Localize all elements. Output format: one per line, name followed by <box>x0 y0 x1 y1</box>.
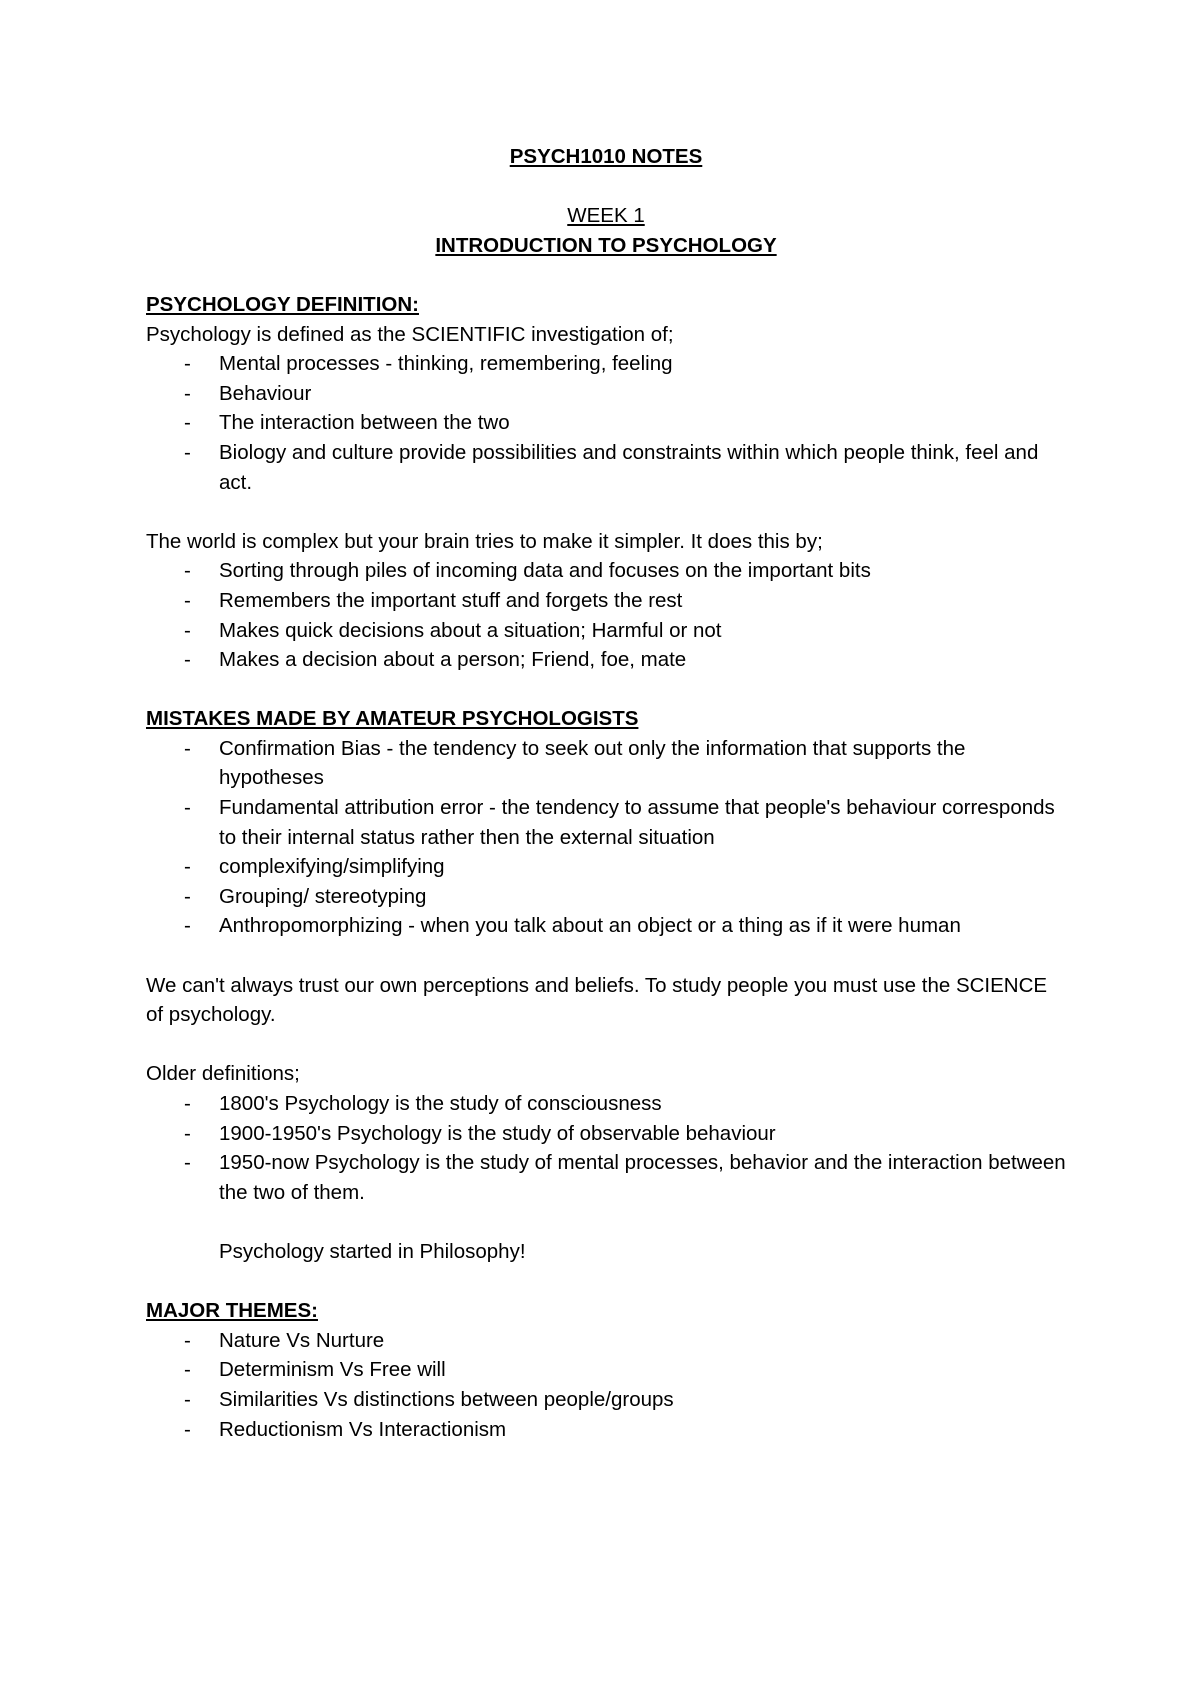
list-item <box>146 1119 1066 1149</box>
dash-bullet: - <box>184 884 191 908</box>
document-body <box>146 142 1066 1444</box>
list-item-text: Grouping/ stereotyping <box>219 884 427 908</box>
list-item-text: Fundamental attribution error - the tendency to assume that people's behaviour corresponds to their internal status rather then the external situation <box>219 796 1055 849</box>
list-item <box>146 1148 1066 1207</box>
list-item-text: Reductionism Vs Interactionism <box>219 1417 507 1441</box>
dash-bullet: - <box>184 559 191 583</box>
spacer <box>146 1207 1066 1237</box>
list-item <box>146 1415 1066 1445</box>
spacer <box>146 941 1066 971</box>
mistakes-heading: MISTAKES MADE BY AMATEUR PSYCHOLOGISTS <box>146 707 639 731</box>
list-item <box>146 438 1066 497</box>
list-item-text: Anthropomorphizing - when you talk about an object or a thing as if it were human <box>219 914 961 938</box>
dash-bullet: - <box>184 1358 191 1382</box>
week-heading: WEEK 1 <box>567 204 645 228</box>
list-item-text: Mental processes - thinking, remembering, feeling <box>219 352 673 376</box>
themes-heading: MAJOR THEMES: <box>146 1299 318 1323</box>
list-item <box>146 379 1066 409</box>
list-item <box>146 1326 1066 1356</box>
list-item-text: 1950-now Psychology is the study of mental processes, behavior and the interaction between the two of them. <box>219 1151 1066 1204</box>
older-intro: Older definitions; <box>146 1062 300 1086</box>
dash-bullet: - <box>184 352 191 376</box>
definition-heading: PSYCHOLOGY DEFINITION: <box>146 292 419 316</box>
brain-intro: The world is complex but your brain tries to make it simpler. It does this by; <box>146 529 823 553</box>
list-item <box>146 1089 1066 1119</box>
list-item <box>146 882 1066 912</box>
list-item-text: 1800's Psychology is the study of consciousness <box>219 1092 662 1115</box>
list-item-text: Similarities Vs distinctions between people/groups <box>219 1387 674 1411</box>
mistakes-list <box>146 734 1066 941</box>
dash-bullet: - <box>184 411 191 435</box>
older-list <box>146 1089 1066 1207</box>
spacer <box>146 497 1066 527</box>
dash-bullet: - <box>184 736 191 760</box>
spacer <box>146 1030 1066 1060</box>
list-item <box>146 586 1066 616</box>
philosophy-note: Psychology started in Philosophy! <box>219 1239 526 1263</box>
dash-bullet: - <box>184 588 191 612</box>
dash-bullet: - <box>184 855 191 879</box>
dash-bullet: - <box>184 1328 191 1352</box>
list-item <box>146 616 1066 646</box>
brain-list <box>146 556 1066 674</box>
dash-bullet: - <box>184 1387 191 1411</box>
list-item-text: Sorting through piles of incoming data and focuses on the important bits <box>219 559 871 583</box>
list-item-text: complexifying/simplifying <box>219 855 445 879</box>
list-item <box>146 911 1066 941</box>
science-paragraph: We can't always trust our own perceptions and beliefs. To study people you must use the SCIENCE of psychology. <box>146 973 1048 1027</box>
dash-bullet: - <box>184 440 191 464</box>
dash-bullet: - <box>184 618 191 642</box>
dash-bullet: - <box>184 648 191 672</box>
spacer <box>146 675 1066 705</box>
dash-bullet: - <box>184 1092 191 1115</box>
dash-bullet: - <box>184 796 191 820</box>
dash-bullet: - <box>184 1151 191 1175</box>
list-item <box>146 734 1066 793</box>
list-item <box>146 408 1066 438</box>
list-item <box>146 1385 1066 1415</box>
list-item <box>146 852 1066 882</box>
document-title: PSYCH1010 NOTES <box>509 145 703 168</box>
list-item-text: Behaviour <box>219 381 312 405</box>
definition-list <box>146 349 1066 497</box>
list-item-text: Nature Vs Nurture <box>219 1328 385 1352</box>
themes-list <box>146 1326 1066 1444</box>
dash-bullet: - <box>184 1417 191 1441</box>
list-item <box>146 349 1066 379</box>
definition-intro: Psychology is defined as the SCIENTIFIC investigation of; <box>146 322 674 346</box>
spacer <box>146 1267 1066 1297</box>
spacer <box>146 172 1066 202</box>
list-item-text: Confirmation Bias - the tendency to seek out only the information that supports the hypotheses <box>219 736 966 790</box>
topic-heading: INTRODUCTION TO PSYCHOLOGY <box>435 233 777 257</box>
list-item-text: Makes a decision about a person; Friend, foe, mate <box>219 648 687 672</box>
dash-bullet: - <box>184 914 191 938</box>
list-item <box>146 793 1066 852</box>
list-item <box>146 1355 1066 1385</box>
dash-bullet: - <box>184 381 191 405</box>
list-item-text: Determinism Vs Free will <box>219 1358 446 1382</box>
dash-bullet: - <box>184 1121 191 1145</box>
list-item-text: Biology and culture provide possibilities and constraints within which people think, feel and act. <box>219 440 1039 494</box>
spacer <box>146 260 1066 290</box>
list-item <box>146 645 1066 675</box>
list-item-text: The interaction between the two <box>219 411 510 435</box>
list-item-text: Remembers the important stuff and forgets the rest <box>219 588 683 612</box>
list-item-text: Makes quick decisions about a situation; Harmful or not <box>219 618 722 642</box>
list-item-text: 1900-1950's Psychology is the study of observable behaviour <box>219 1121 776 1145</box>
list-item <box>146 556 1066 586</box>
